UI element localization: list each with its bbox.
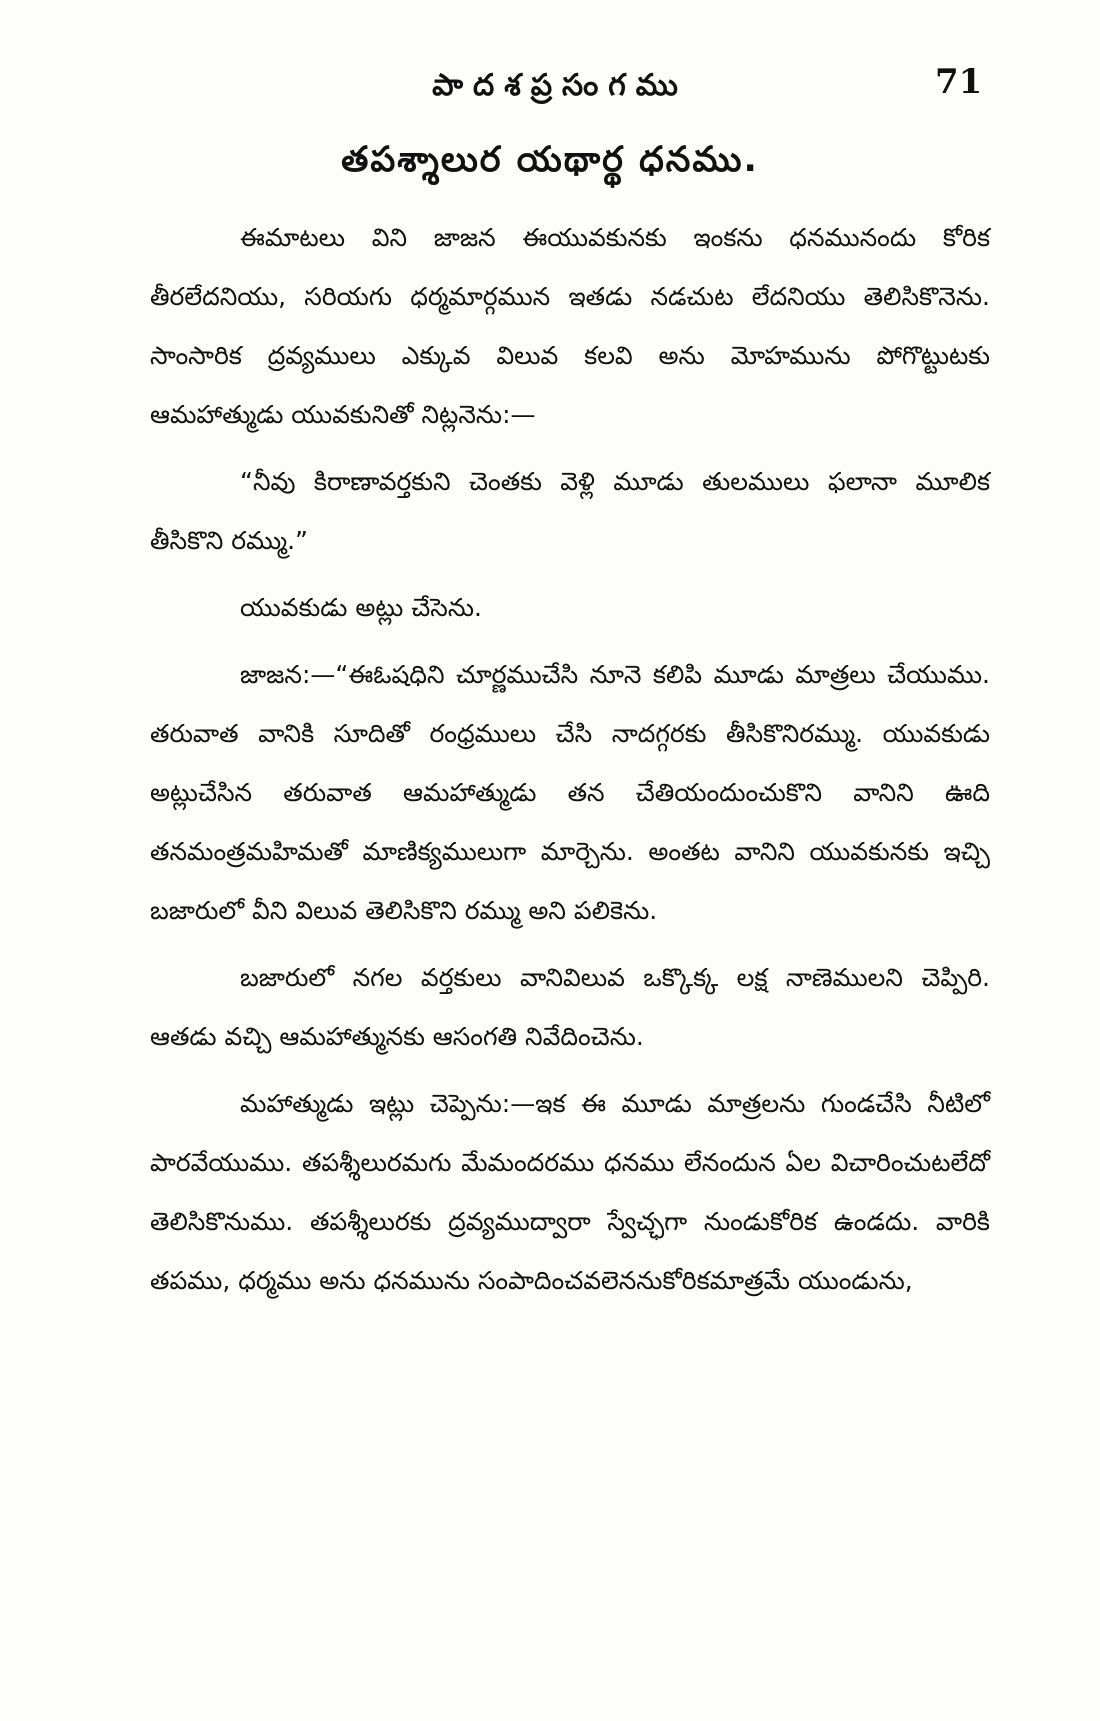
paragraph-6: మహాత్ముడు ఇట్లు చెప్పెను:—ఇక ఈ మూడు మాత్రలను గుండచేసి నీటిలో పారవేయుము. తపశ్శీలురమగు మేమందరము ధనము లేనందున ఏల విచారించుటలేదో తెలిసికొనుము. తపశ్శీలురకు ద్రవ్యముద్వారా స్వేచ్ఛగా నుండుకోరిక ఉండదు. వారికి తపము, ధర్మము అను ధనమును సంపాదించవలెననుకోరికమాత్రమే యుండును, [150,1089,990,1295]
chapter-title: తపశ్శాలుర యథార్థ ధనము. [341,140,759,180]
paragraph-5: బజారులో నగల వర్తకులు వానివిలువ ఒక్కొక్క లక్ష నాణెములని చెప్పిరి. ఆతడు వచ్చి ఆమహాత్మునకు ఆసంగతి నివేదించెను. [150,963,990,1051]
body-text [150,208,990,1310]
running-title: పాదశప్రసంగము [432,68,688,103]
paragraph-1: ఈమాటలు విని జాజన ఈయువకునకు ఇంకను ధనమునందు కోరిక తీరలేదనియు, సరియగు ధర్మమార్గమున ఇతడు నడచుట లేదనియు తెలిసికొనెను. సాంసారిక ద్రవ్యములు ఎక్కువ విలువ కలవి అను మోహమును పోగొట్టుటకు ఆమహాత్ముడు యువకునితో నిట్లనెను:— [150,223,990,429]
paragraph-4: జాజన:—“ఈఓషధిని చూర్ణముచేసి నూనె కలిపి మూడు మాత్రలు చేయుము. తరువాత వానికి సూదితో రంధ్రములు చేసి నాదగ్గరకు తీసికొనిరమ్ము. యువకుడు అట్లుచేసిన తరువాత ఆమహాత్ముడు తన చేతియందుంచుకొని వానిని ఊది తనమంత్రమహిమతో మాణిక్యములుగా మార్చెను. అంతట వానిని యువకునకు ఇచ్చి బజారులో వీని విలువ తెలిసికొని రమ్ము అని పలికెను. [150,660,990,925]
page-number: 71 [935,62,983,102]
running-header [0,62,1100,108]
paragraph-2: “నీవు కిరాణావర్తకుని చెంతకు వెళ్లి మూడు తులములు ఫలానా మూలిక తీసికొని రమ్ము.” [150,467,990,555]
paragraph-3: యువకుడు అట్లు చేసెను. [240,593,482,622]
